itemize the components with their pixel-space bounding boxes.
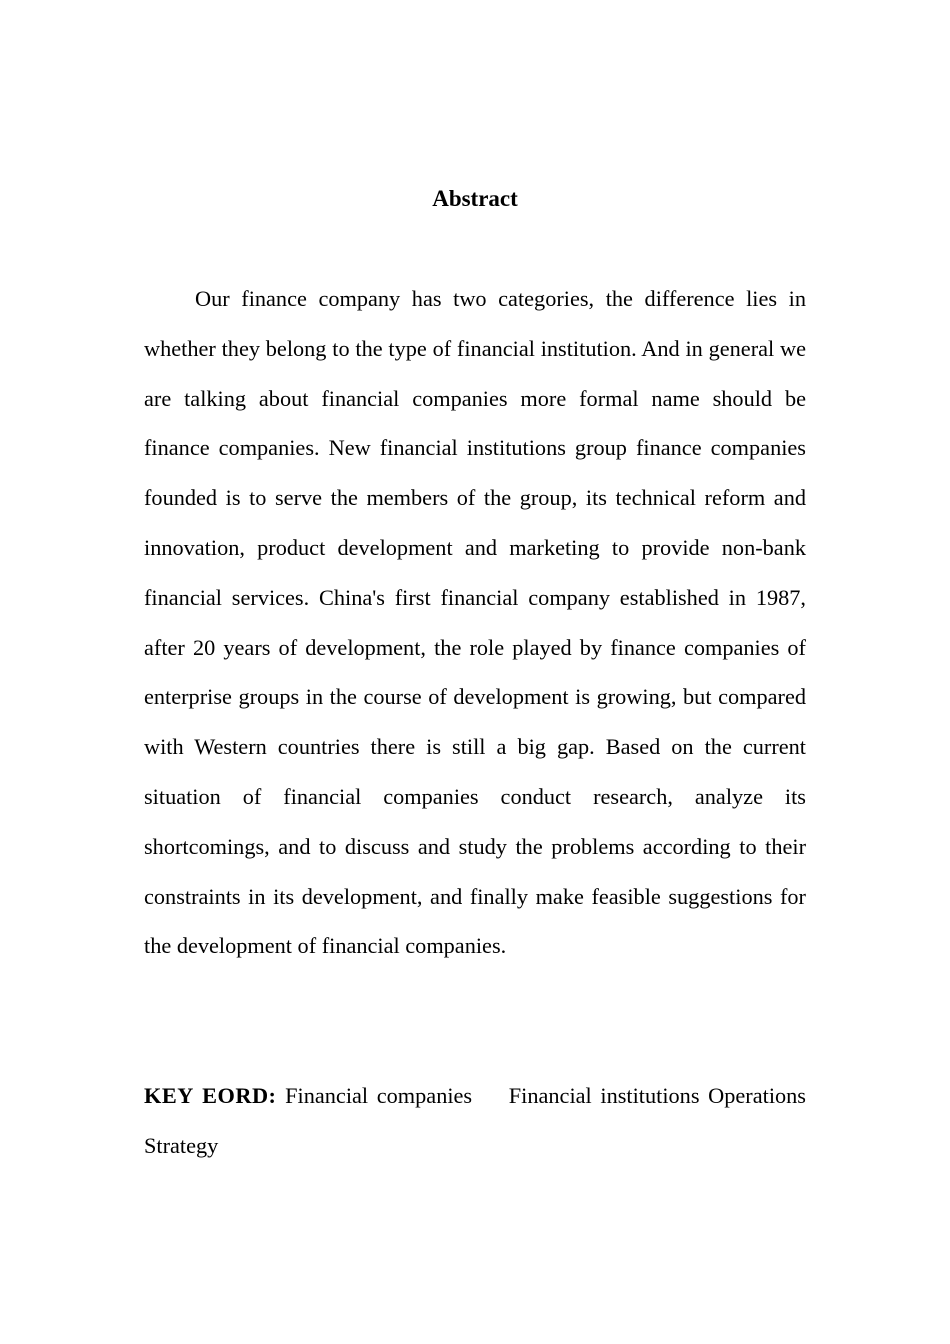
keyword-item: Financial companies	[285, 1083, 473, 1108]
abstract-paragraph: Our finance company has two categories, the difference lies in whether they belong to the type of financial institution. And in general we are talking about financial companies more formal name should be finance companies. New financial institutions group finance companies founded is to serve the members of the group, its technical reform and innovation, product development and marketing to provide non-bank financial services. China's first financial company established in 1987, after 20 years of development, the role played by finance companies of enterprise groups in the course of development is growing, but compared with Western countries there is still a big gap. Based on the current situation of financial companies conduct research, analyze its shortcomings, and to discuss and study the problems according to their constraints in its development, and finally make feasible suggestions for the development of financial companies.	[144, 286, 806, 959]
keyword-item: Financial institutions	[508, 1083, 700, 1108]
abstract-title: Abstract	[432, 186, 518, 211]
keyword-item: Operations Strategy	[144, 1083, 806, 1158]
keywords-line	[144, 1071, 806, 1171]
keywords-label: KEY EORD:	[144, 1083, 277, 1108]
